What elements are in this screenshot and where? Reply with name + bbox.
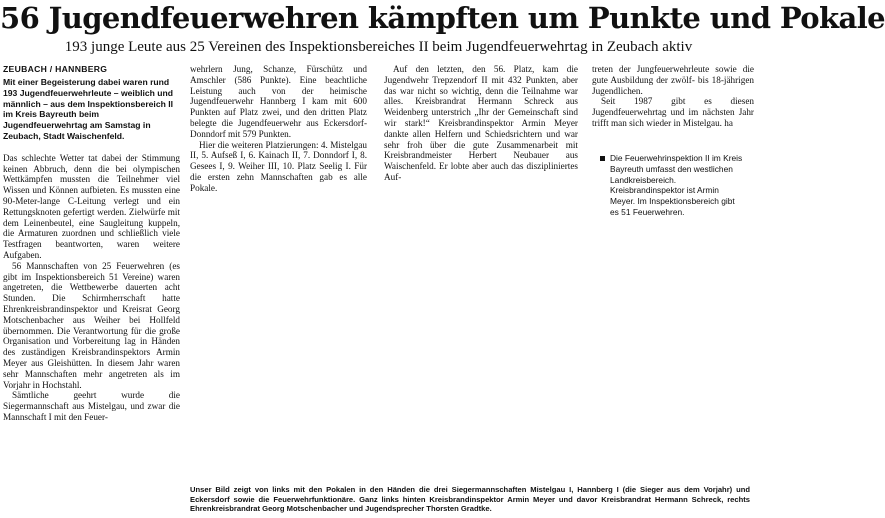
info-box-text: Die Feuerwehrinspektion II im Kreis Bayreuth umfasst den westlichen Landkreisbereich. Kreisbrandinspektor ist Armin Meyer. Im Inspektionsbereich gibt es 51 Feuerwehren. (610, 153, 743, 217)
body-paragraph: wehrlern Jung, Schanze, Fürschütz und Amschler (586 Punkte). Eine beachtliche Leistung auch von der heimische Jugendfeuerwehr Hannberg I kam mit 600 Punkten auf Platz zwei, und den dritten Platz belegte die Jugendfeuerwehr aus Eckersdorf-Donndorf mit 579 Punkten. (190, 64, 367, 139)
body-paragraph: Sämtliche geehrt wurde die Siegermannschaft aus Mistelgau, und zwar die Mannschaft I mit den Feuer- (3, 390, 180, 422)
info-box (600, 153, 744, 218)
headline: 56 Jugendfeuerwehren kämpften um Punkte und Pokale (0, 1, 885, 35)
photo-caption: Unser Bild zeigt von links mit den Pokalen in den Händen die drei Siegermannschaften Mistelgau I, Hannberg I (die Sieger aus dem Vorjahr) und Eckersdorf sowie die Feuerwehrfunktionäre. Ganz links hinten Kreisbrandinspektor Armin Meyer und davor Kreisbrandrat Hermann Schreck, rechts Ehrenkreisbrandrat Georg Motschenbacher und Jugendsprecher Thorsten Gradtke. (190, 485, 750, 514)
column-1 (3, 64, 180, 518)
body-paragraph: Seit 1987 gibt es diesen Jugendfeuerwehrtag und im nächsten Jahr trifft man sich wieder in Mistelgau. ha (592, 96, 754, 128)
column-4 (592, 64, 754, 148)
body-paragraph: Das schlechte Wetter tat dabei der Stimmung keinen Abbruch, denn die bei olympischen Wettkämpfen mussten die Teilnehmer viel Wissen und Können aufbieten. Es mussten eine 90-Meter-lange C-Leitung verlegt und ein Rettungsknoten gefertigt werden. Zielwürfe mit dem Leinenbeutel, eine Saugleitung kuppeln, die Armaturen zuordnen und schließlich viele Testfragen beantworten, waren weitere Aufgaben. (3, 152, 180, 260)
column-2 (190, 64, 367, 249)
column-3 (384, 64, 578, 244)
bullet-square-icon (600, 156, 605, 161)
body-paragraph: Hier die weiteren Platzierungen: 4. Mistelgau II, 5. Aufseß I, 6. Kainach II, 7. Donndorf I, 8. Gesees I, 9. Weiher III, 10. Platz Seelig I. Für die ersten zehn Mannschaften gab es alle Pokale. (190, 139, 367, 193)
body-paragraph: Auf den letzten, den 56. Platz, kam die Jugendwehr Trepzendorf II mit 432 Punkten, aber das war nicht so wichtig, denn die Teilnahme war alles. Kreisbrandrat Hermann Schreck aus Weidenberg unterstrich „Ihr der Gemeinschaft sind wir stark!“ Kreisbrandinspektor Armin Meyer dankte allen Helfern und Schiedsrichtern und war sehr froh über die gute Zusammenarbeit mit Kreisbrandmeister Herbert Neubauer aus Waischenfeld. Er lobte aber auch das diszipliniertes Auf- (384, 64, 578, 182)
body-paragraph: 56 Mannschaften von 25 Feuerwehren (es gibt im Inspektionsbereich 51 Vereine) waren angetreten, die Wettbewerbe dauerten acht Stunden. Die Schirmherrschaft hatte Ehrenkreisbrandinspektor und Kreisrat Georg Motschenbacher aus Weiher bei Hollfeld übernommen. Die Verantwortung für die große Organisation und Vorbereitung lag in Händen des zuständigen Kreisbrandinspektors Armin Meyer aus Gleishütten. In diesem Jahr waren sehr Mannschaften mehr angetreten als im Vorjahr in Hochstahl. (3, 260, 180, 390)
body-paragraph: treten der Jungfeuerwehrleute sowie die gute Ausbildung der zwölf- bis 18-jährigen Jugendlichen. (592, 64, 754, 96)
lead-paragraph: Mit einer Begeisterung dabei waren rund 193 Jugendfeuerwehrleute – weiblich und männlich – aus dem Inspektionsbereich II im Kreis Bayreuth beim Jugendfeuerwehrtag am Samstag in Zeubach, Stadt Waischenfeld. (3, 77, 174, 141)
subheadline: 193 junge Leute aus 25 Vereinen des Inspektionsbereiches II beim Jugendfeuerwehrtag in Zeubach aktiv (64, 39, 693, 55)
dateline: ZEUBACH / HANNBERG (3, 64, 108, 74)
spacer (3, 142, 180, 153)
